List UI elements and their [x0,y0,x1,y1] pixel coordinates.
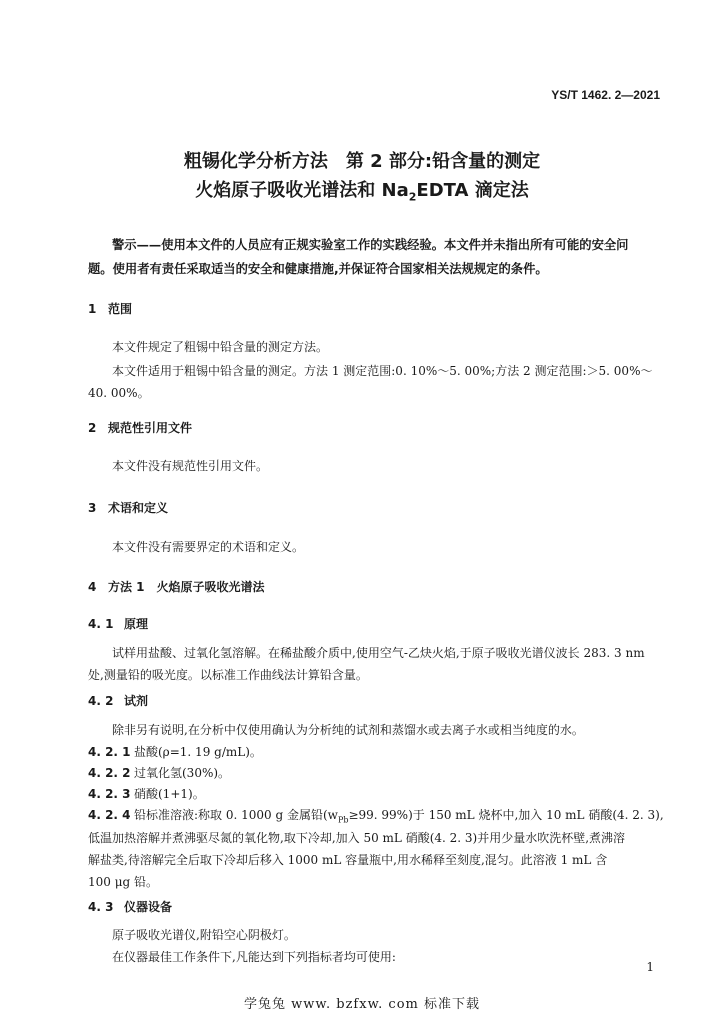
item-4-2-3 [88,785,205,802]
section-number: 3 [88,501,97,515]
section-1-paragraph-2: 本文件适用于粗锡中铅含量的测定。方法 1 测定范围:0. 10%～5. 00%;方法 2 测定范围:＞5. 00%～ [112,364,653,378]
section-title: 方法 1 火焰原子吸收光谱法 [108,580,265,594]
section-title: 试剂 [124,694,149,708]
item-4-2-4-line-4: 100 μg 铅。 [88,875,159,889]
section-4-2-paragraph: 除非另有说明,在分析中仅使用确认为分析纯的试剂和蒸馏水或去离子水或相当纯度的水。 [112,723,584,737]
item-text: 过氧化氢(30%)。 [134,766,231,780]
section-title: 原理 [124,617,149,631]
section-title: 术语和定义 [108,501,169,515]
section-4-3-paragraph-2: 在仪器最佳工作条件下,凡能达到下列指标者均可使用: [112,950,396,964]
section-number: 4. 3 [88,900,114,914]
section-title: 范围 [108,302,133,316]
item-text-pre: 铅标准溶液:称取 0. 1000 g 金属铅(w [134,808,338,822]
item-subscript: Pb [337,815,349,825]
section-3-heading [88,499,168,516]
section-4-heading [88,578,265,595]
section-4-2-heading [88,692,148,709]
warning-line-2: 题。使用者有责任采取适当的安全和健康措施,并保证符合国家相关法规规定的条件。 [88,262,548,276]
page-number: 1 [646,960,654,974]
document-number: YS/T 1462. 2—2021 [551,88,660,102]
item-text: 盐酸(ρ=1. 19 g/mL)。 [134,745,262,759]
footer-watermark: 学兔兔 www. bzfxw. com 标准下载 [244,997,480,1012]
title-line-2-post: EDTA 滴定法 [416,180,529,201]
item-number: 4. 2. 4 [88,808,131,822]
item-number: 4. 2. 2 [88,766,131,780]
title-line-2 [0,176,724,204]
section-number: 4. 1 [88,617,114,631]
section-4-3-heading [88,898,172,915]
section-4-3-paragraph-1: 原子吸收光谱仪,附铅空心阴极灯。 [112,928,296,942]
item-4-2-2 [88,764,230,781]
section-title: 规范性引用文件 [108,421,193,435]
section-4-1-paragraph-cont: 处,测量铅的吸光度。以标准工作曲线法计算铅含量。 [88,668,368,682]
section-number: 4. 2 [88,694,114,708]
item-4-2-1 [88,743,262,760]
item-4-2-4-line-3: 解盐类,待溶解完全后取下冷却后移入 1000 mL 容量瓶中,用水稀释至刻度,混匀。此溶液 1 mL 含 [88,853,608,867]
item-4-2-4 [88,806,664,824]
item-number: 4. 2. 1 [88,745,131,759]
item-number: 4. 2. 3 [88,787,131,801]
title-subscript: 2 [408,190,417,204]
section-2-paragraph: 本文件没有规范性引用文件。 [112,459,269,473]
section-1-paragraph-2-cont: 40. 00%。 [88,386,150,400]
title-line-1: 粗锡化学分析方法 第 2 部分:铅含量的测定 [183,151,541,172]
section-3-paragraph: 本文件没有需要界定的术语和定义。 [112,540,305,554]
title-line-2-pre: 火焰原子吸收光谱法和 Na [195,180,409,201]
section-number: 1 [88,302,97,316]
section-4-1-heading [88,615,148,632]
section-number: 2 [88,421,97,435]
item-text-post: ≥99. 99%)于 150 mL 烧杯中,加入 10 mL 硝酸(4. 2. 3), [348,808,664,822]
item-text: 硝酸(1+1)。 [134,787,205,801]
section-1-paragraph-1: 本文件规定了粗锡中铅含量的测定方法。 [112,340,329,354]
section-number: 4 [88,580,97,594]
section-1-heading [88,300,132,317]
item-4-2-4-line-2: 低温加热溶解并煮沸驱尽氮的氧化物,取下冷却,加入 50 mL 硝酸(4. 2. 3)并用少量水吹洗杯壁,煮沸溶 [88,831,626,845]
section-2-heading [88,419,192,436]
section-4-1-paragraph: 试样用盐酸、过氧化氢溶解。在稀盐酸介质中,使用空气-乙炔火焰,于原子吸收光谱仪波长 283. 3 nm [112,646,645,660]
warning-paragraph [88,233,668,281]
warning-line-1: 警示——使用本文件的人员应有正规实验室工作的实践经验。本文件并未指出所有可能的安全问 [112,238,629,252]
section-title: 仪器设备 [124,900,173,914]
